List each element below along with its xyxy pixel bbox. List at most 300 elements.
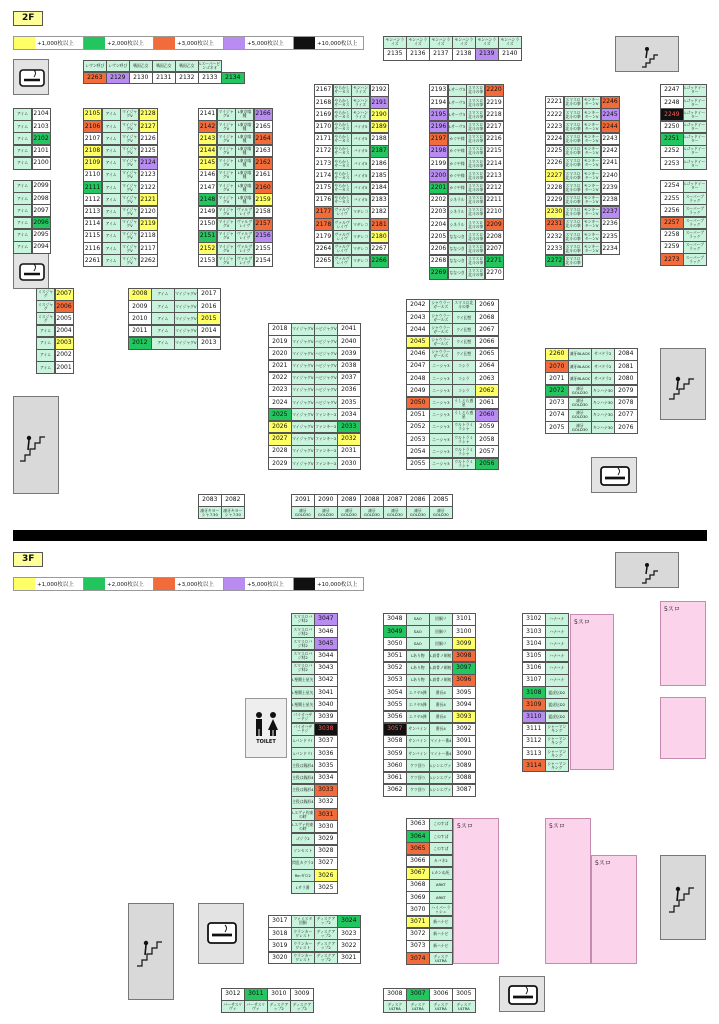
- machine-model: アイム: [102, 157, 121, 170]
- machine-model: バイオ5: [351, 194, 370, 207]
- machine-number: 2166: [254, 108, 273, 121]
- machine-model: サバドラ2: [591, 360, 615, 373]
- zone-5slot: 5スロ: [453, 818, 499, 964]
- machine-model: バーサスリヴァ: [244, 1000, 268, 1013]
- machine-number: 2211: [485, 194, 504, 207]
- machine-model: パイオハザードジ: [291, 723, 315, 736]
- machine-model: Lシンエヴァ: [429, 784, 453, 797]
- machine-number: 3010: [267, 988, 291, 1001]
- machine-number: 2064: [475, 360, 499, 373]
- machine-number: 3087: [452, 784, 476, 797]
- machine-number: 2167: [314, 84, 333, 97]
- machine-model: Lスーパービンゴネオ: [198, 60, 222, 72]
- machine-number: 3027: [314, 857, 338, 870]
- machine-model: ケツ回り: [406, 784, 430, 797]
- machine-number: 2197: [429, 133, 448, 146]
- machine-model: エリヤ5弾: [406, 698, 430, 711]
- machine-model: マイジャグV: [291, 408, 315, 421]
- machine-number: 3025: [314, 881, 338, 894]
- machine-number: 2046: [406, 348, 430, 361]
- machine-number: 3064: [406, 830, 430, 843]
- machine-model: アイム: [151, 337, 175, 350]
- machine-number: 3069: [406, 891, 430, 904]
- legend-2f: [13, 36, 363, 50]
- legend-item: [293, 36, 364, 50]
- machine-model: ハピジャグV: [314, 396, 338, 409]
- machine-model: バイオ5: [351, 157, 370, 170]
- machine-number: 2052: [406, 421, 430, 434]
- machine-model: モンキーターンV: [582, 120, 601, 133]
- machine-model: モンキーターンV: [582, 218, 601, 231]
- machine-model: アイム: [102, 132, 121, 145]
- machine-number: 2162: [254, 157, 273, 170]
- machine-model: アイム: [36, 337, 55, 350]
- machine-number: 2103: [32, 120, 51, 133]
- machine-model: ニーシャ3: [429, 458, 453, 471]
- machine-number: 2249: [660, 108, 684, 121]
- machine-model: マイジャグV: [217, 218, 236, 231]
- machine-number: 2243: [601, 133, 620, 146]
- machine-number: 2142: [198, 120, 217, 133]
- machine-number: 2215: [485, 145, 504, 158]
- machine-number: 2234: [601, 242, 620, 255]
- machine-model: Lエヴァ約束の時: [291, 820, 315, 833]
- machine-number: 2104: [32, 108, 51, 121]
- machine-number: 3113: [522, 747, 546, 760]
- machine-model: アイム: [102, 230, 121, 243]
- machine-model: 主役は銭形4: [291, 796, 315, 809]
- machine-number: 3097: [452, 662, 476, 675]
- machine-number: 3059: [383, 747, 407, 760]
- machine-number: 2031: [337, 445, 361, 458]
- machine-number: 2192: [370, 84, 389, 97]
- machine-model: L聖闘士星矢: [291, 698, 315, 711]
- machine-number: 2076: [614, 421, 638, 434]
- machine-model: アイム: [13, 204, 32, 217]
- machine-number: 2257: [660, 217, 684, 230]
- machine-number: 3070: [406, 903, 430, 916]
- zone-5slot: [660, 697, 706, 759]
- stairs-icon: [615, 36, 679, 72]
- machine-model: シャウラーガールズ: [429, 348, 453, 361]
- machine-model: Lサーヴ3: [448, 121, 467, 134]
- floor-label-2f: 2F: [13, 11, 43, 26]
- machine-number: 2237: [601, 206, 620, 219]
- floor-label-3f: 3F: [13, 552, 43, 567]
- machine-model: エリヤ5弾: [406, 711, 430, 724]
- legend-label: +2,000枚以上: [107, 41, 144, 47]
- machine-model: やらかしサーカス: [333, 194, 352, 207]
- machine-number: 2150: [198, 218, 217, 231]
- machine-number: 2263: [83, 72, 107, 84]
- machine-model: 凍牙BLACK: [568, 348, 592, 361]
- smoking-area-icon: [591, 457, 637, 493]
- machine-number: 2089: [337, 494, 361, 507]
- machine-model: ディスクアップ2: [267, 1000, 291, 1013]
- machine-model: 回胴リ: [429, 637, 453, 650]
- machine-model: マイジャグV: [291, 445, 315, 458]
- machine-number: 2160: [254, 181, 273, 194]
- machine-model: ハナハナ: [545, 625, 569, 638]
- machine-model: モンハンライズ: [406, 36, 430, 49]
- machine-number: 2209: [485, 218, 504, 231]
- machine-model: ウランカーワレスト: [291, 952, 315, 965]
- machine-model: シャウラーガールズ: [429, 336, 453, 349]
- machine-model: 凍牙GOLD30: [314, 506, 338, 519]
- machine-number: 3062: [383, 784, 407, 797]
- machine-number: 3063: [406, 818, 430, 831]
- machine-number: 2262: [139, 254, 158, 267]
- machine-number: 2242: [601, 145, 620, 158]
- machine-model: ヴァルヴレイヴ: [235, 218, 254, 231]
- machine-number: 3034: [314, 772, 338, 785]
- machine-model: ニーシャ3: [429, 445, 453, 458]
- machine-number: 2050: [406, 397, 430, 410]
- machine-model: シャーマンキング: [545, 723, 569, 736]
- machine-model: アイム: [13, 180, 32, 193]
- machine-model: マイジャグV: [174, 288, 198, 301]
- machine-model: ハピジャグV: [314, 360, 338, 373]
- machine-number: 2057: [475, 445, 499, 458]
- stairs-icon: [660, 855, 706, 940]
- machine-model: スマスロ北斗の拳: [564, 133, 583, 146]
- machine-number: 2128: [139, 108, 158, 121]
- zone-5slot: 5スロ: [545, 818, 591, 964]
- machine-number: 2205: [429, 230, 448, 243]
- machine-number: 2228: [545, 181, 564, 194]
- machine-model: マイジャグV: [291, 335, 315, 348]
- machine-model: スマスロ北斗の拳: [564, 96, 583, 109]
- machine-number: 3047: [314, 613, 338, 626]
- machine-number: 3022: [337, 939, 361, 952]
- machine-model: L東京喰種: [235, 108, 254, 121]
- machine-model: ウランカーワレスト: [291, 939, 315, 952]
- machine-model: ハピジャグV: [314, 372, 338, 385]
- machine-model: やらかしサーカス: [333, 121, 352, 134]
- machine-number: 3049: [383, 625, 407, 638]
- machine-number: 2021: [268, 360, 292, 373]
- machine-number: 2173: [314, 157, 333, 170]
- machine-number: 2082: [221, 494, 245, 507]
- machine-number: 3098: [452, 650, 476, 663]
- legend-label: +5,000枚以上: [247, 41, 284, 47]
- machine-number: 2232: [545, 230, 564, 243]
- machine-number: 3052: [383, 662, 407, 675]
- machine-model: マイジャグV: [217, 120, 236, 133]
- machine-model: アイム: [36, 361, 55, 374]
- machine-model: モンキーターンV: [582, 242, 601, 255]
- machine-model: ニーシャ3: [429, 433, 453, 446]
- machine-model: シネラル: [448, 194, 467, 207]
- machine-model: モンキーターンV: [582, 169, 601, 182]
- machine-model: やらかしサーカス: [333, 145, 352, 158]
- machine-model: スマスロ北斗の拳: [466, 182, 485, 195]
- legend-label: +2,000枚以上: [107, 582, 144, 588]
- machine-model: マイジャグV: [217, 193, 236, 206]
- machine-number: 2145: [198, 157, 217, 170]
- machine-model: ファンキー2: [314, 457, 338, 470]
- machine-model: ニーシャ3: [429, 421, 453, 434]
- machine-number: 3072: [406, 928, 430, 941]
- machine-number: 2208: [485, 230, 504, 243]
- machine-model: 回胴リ: [429, 613, 453, 626]
- machine-number: 2268: [429, 255, 448, 268]
- machine-model: 凍牙キヨーシャス30: [221, 506, 245, 519]
- machine-number: 2220: [485, 84, 504, 97]
- machine-number: 2202: [429, 194, 448, 207]
- machine-number: 2146: [198, 169, 217, 182]
- machine-number: 2129: [106, 72, 130, 84]
- machine-number: 2233: [545, 242, 564, 255]
- machine-model: 新ハナビ: [429, 928, 453, 941]
- machine-number: 3071: [406, 916, 430, 929]
- machine-number: 2124: [139, 157, 158, 170]
- legend-label: +5,000枚以上: [247, 582, 284, 588]
- machine-number: 2119: [139, 218, 158, 231]
- machine-model: ウルトラミラシャ: [452, 445, 476, 458]
- machine-model: Lバンドリ!: [291, 747, 315, 760]
- machine-number: 2107: [83, 132, 102, 145]
- machine-number: 2217: [485, 121, 504, 134]
- machine-model: 主役は銭形4: [291, 759, 315, 772]
- zone-5slot: 5スロ: [660, 601, 706, 686]
- machine-number: 2132: [175, 72, 199, 84]
- machine-number: 2013: [197, 337, 221, 350]
- machine-number: 2049: [406, 384, 430, 397]
- machine-model: キンハナ30: [591, 397, 615, 410]
- machine-model: アイム: [13, 120, 32, 133]
- machine-model: ななつき: [448, 267, 467, 280]
- machine-number: 2112: [83, 193, 102, 206]
- machine-model: スーパーブラック: [683, 229, 707, 242]
- machine-model: キンハナ30: [591, 421, 615, 434]
- machine-number: 2086: [406, 494, 430, 507]
- machine-number: 2230: [545, 206, 564, 219]
- machine-model: エリヤ5弾: [406, 686, 430, 699]
- machine-number: 2008: [128, 288, 152, 301]
- machine-model: Lゴッドイーター: [683, 157, 707, 170]
- machine-model: サバドラ2: [591, 372, 615, 385]
- machine-number: 2058: [475, 433, 499, 446]
- machine-number: 2004: [55, 325, 74, 338]
- machine-number: 2255: [660, 192, 684, 205]
- machine-model: マイジャグV: [120, 206, 139, 219]
- machine-model: マイナー番4: [429, 747, 453, 760]
- machine-number: 2060: [475, 409, 499, 422]
- machine-number: 2136: [406, 48, 430, 61]
- machine-model: スマスロ北斗の拳: [564, 242, 583, 255]
- machine-number: 2051: [406, 409, 430, 422]
- machine-number: 2200: [429, 169, 448, 182]
- machine-number: 2246: [601, 96, 620, 109]
- machine-model: やらかしサーカス: [333, 169, 352, 182]
- machine-number: 2012: [128, 337, 152, 350]
- machine-model: ファンキー2: [314, 421, 338, 434]
- machine-model: モンキーターンV: [582, 157, 601, 170]
- machine-model: パイオハザードジ: [291, 711, 315, 724]
- legend-swatch: [14, 37, 35, 49]
- legend-label: +1,000枚以上: [37, 582, 74, 588]
- machine-model: バイオ5: [351, 133, 370, 146]
- legend-item: [83, 36, 154, 50]
- machine-model: アイム: [13, 132, 32, 145]
- machine-model: かぐや様: [448, 169, 467, 182]
- machine-model: Lゴッドイーター: [683, 133, 707, 146]
- machine-model: マイジャグV: [120, 132, 139, 145]
- machine-number: 2024: [268, 396, 292, 409]
- machine-number: 3066: [406, 855, 430, 868]
- machine-number: 2037: [337, 372, 361, 385]
- machine-number: 2033: [337, 421, 361, 434]
- machine-number: 3046: [314, 625, 338, 638]
- machine-number: 3099: [452, 637, 476, 650]
- machine-number: 2063: [475, 372, 499, 385]
- machine-model: ファンキー2: [314, 408, 338, 421]
- machine-number: 2163: [254, 145, 273, 158]
- machine-model: スマスロ北斗の拳: [466, 218, 485, 231]
- machine-number: 2075: [545, 421, 569, 434]
- machine-model: マイジャグV: [291, 421, 315, 434]
- stairs-icon: [660, 348, 706, 420]
- machine-number: 2216: [485, 133, 504, 146]
- machine-number: 2152: [198, 242, 217, 255]
- machine-model: スマスロ北斗の拳: [564, 194, 583, 207]
- machine-number: 2098: [32, 192, 51, 205]
- machine-number: 2269: [429, 267, 448, 280]
- machine-number: 3091: [452, 735, 476, 748]
- machine-model: シャウラーガールズ: [429, 311, 453, 324]
- machine-model: L東京喰種: [235, 145, 254, 158]
- machine-model: スマスロ北斗の拳: [466, 255, 485, 268]
- machine-model: やらかしサーカス: [333, 182, 352, 195]
- machine-number: 2271: [485, 255, 504, 268]
- machine-number: 2241: [601, 157, 620, 170]
- machine-model: スマスロバジ絆2: [291, 625, 315, 638]
- machine-model: アイム: [151, 300, 175, 313]
- machine-number: 3112: [522, 735, 546, 748]
- machine-number: 3024: [337, 915, 361, 928]
- machine-number: 2178: [314, 218, 333, 231]
- machine-number: 2015: [197, 312, 221, 325]
- machine-number: 2120: [139, 206, 158, 219]
- machine-number: 2090: [314, 494, 338, 507]
- machine-number: 2182: [370, 206, 389, 219]
- machine-model: サバドラ2: [591, 348, 615, 361]
- machine-model: ヴァルヴレイヴ: [333, 243, 352, 256]
- machine-model: スマスロバジ絆2: [291, 613, 315, 626]
- machine-number: 3006: [429, 988, 453, 1001]
- machine-model: マイジャグV: [120, 169, 139, 182]
- machine-model: ウイ幻想: [452, 336, 476, 349]
- machine-model: スマスロ北斗の拳: [466, 267, 485, 280]
- machine-model: スマスロ北斗の拳: [466, 121, 485, 134]
- machine-number: 2174: [314, 169, 333, 182]
- machine-number: 3068: [406, 879, 430, 892]
- legend-swatch: [84, 578, 105, 590]
- machine-number: 3045: [314, 637, 338, 650]
- machine-model: Lあり物: [406, 674, 430, 687]
- machine-model: ディスクアップ2: [314, 927, 338, 940]
- machine-number: 2099: [32, 180, 51, 193]
- machine-model: モンキーターンV: [582, 206, 601, 219]
- machine-model: ディスクアップ2: [314, 952, 338, 965]
- machine-number: 3057: [383, 723, 407, 736]
- machine-number: 3021: [337, 952, 361, 965]
- machine-number: 2273: [660, 253, 684, 266]
- machine-model: ディスクアップ2: [290, 1000, 314, 1013]
- machine-number: 3051: [383, 650, 407, 663]
- machine-number: 3019: [268, 939, 292, 952]
- machine-model: アイム: [13, 217, 32, 230]
- machine-model: 番長4: [429, 698, 453, 711]
- machine-number: 2005: [55, 312, 74, 325]
- machine-number: 2135: [383, 48, 407, 61]
- machine-number: 3043: [314, 662, 338, 675]
- machine-number: 3040: [314, 698, 338, 711]
- machine-model: スマスロ北斗の拳: [564, 120, 583, 133]
- machine-model: やらかしサーカス: [333, 84, 352, 97]
- legend-item: [13, 577, 84, 591]
- machine-model: Re:ゼロ2: [291, 869, 315, 882]
- machine-model: スマスロ北斗の拳: [564, 157, 583, 170]
- machine-number: 2069: [475, 299, 499, 312]
- machine-model: Lゴッドイーター: [683, 145, 707, 158]
- machine-number: 2017: [197, 288, 221, 301]
- machine-model: モンハンライズ: [452, 36, 476, 49]
- legend-swatch: [84, 37, 105, 49]
- machine-model: モンハンライズ: [351, 84, 370, 97]
- machine-model: かぐや様: [448, 182, 467, 195]
- machine-number: 2148: [198, 193, 217, 206]
- machine-model: ハピジャグV: [314, 347, 338, 360]
- machine-model: スマスロ北斗の拳: [466, 206, 485, 219]
- machine-model: バイオ5: [351, 121, 370, 134]
- machine-model: Lサーヴ3: [448, 108, 467, 121]
- machine-model: かぐや様: [448, 133, 467, 146]
- machine-number: 2224: [545, 133, 564, 146]
- machine-number: 2083: [198, 494, 222, 507]
- machine-model: 猛虎伝D2: [545, 698, 569, 711]
- machine-model: 凍牙GOLD30: [291, 506, 315, 519]
- machine-model: マイジャグV: [120, 254, 139, 267]
- machine-number: 2044: [406, 323, 430, 336]
- machine-model: シャーマンキング: [545, 759, 569, 772]
- machine-number: 2187: [370, 145, 389, 158]
- machine-number: 2113: [83, 206, 102, 219]
- machine-model: スーパーブラック: [683, 204, 707, 217]
- machine-number: 2144: [198, 145, 217, 158]
- machine-number: 2126: [139, 132, 158, 145]
- machine-number: 3110: [522, 711, 546, 724]
- machine-model: ARKT: [429, 879, 453, 892]
- machine-model: Lあり物: [406, 662, 430, 675]
- machine-model: 凍牙BLACK: [568, 360, 592, 373]
- machine-model: SAO: [406, 625, 430, 638]
- machine-number: 2153: [198, 254, 217, 267]
- machine-model: スーパーブラック: [683, 241, 707, 254]
- machine-model: バーサスリヴァ: [221, 1000, 245, 1013]
- machine-number: 3036: [314, 747, 338, 760]
- machine-number: 2267: [370, 243, 389, 256]
- machine-model: マイジャグV: [174, 337, 198, 350]
- machine-number: 2251: [660, 133, 684, 146]
- machine-number: 3026: [314, 869, 338, 882]
- machine-number: 2122: [139, 181, 158, 194]
- machine-number: 3092: [452, 723, 476, 736]
- machine-number: 2213: [485, 169, 504, 182]
- machine-model: 猛虎伝D2: [545, 711, 569, 724]
- machine-model: ミスジャグ: [36, 288, 55, 301]
